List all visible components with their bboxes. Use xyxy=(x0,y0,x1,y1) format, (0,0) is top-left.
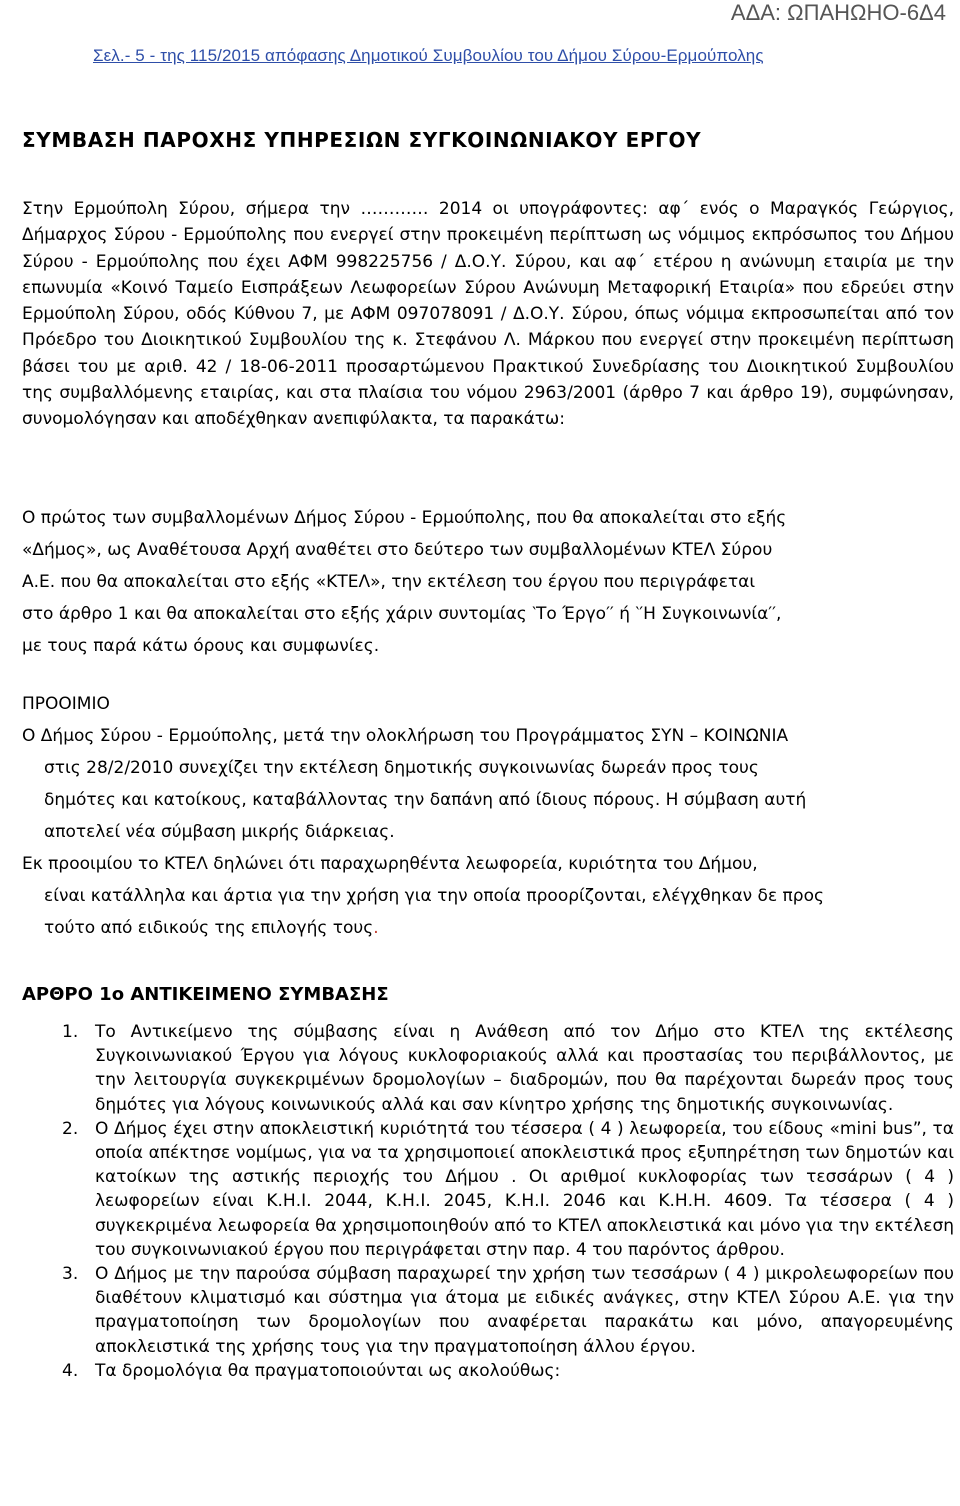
prooimio-line-2: στις 28/2/2010 συνεχίζει την εκτέλεση δημοτικής συγκοινωνίας δωρεάν προς τους xyxy=(44,758,759,778)
first-line-3: Α.Ε. που θα αποκαλείται στο εξής «ΚΤΕΛ», την εκτέλεση του έργου που περιγράφεται xyxy=(22,572,756,592)
first-party-paragraph xyxy=(22,502,954,662)
prooimio-line-1: Ο Δήμος Σύρου - Ερμούπολης, μετά την ολοκλήρωση του Προγράμματος ΣΥΝ – ΚΟΙΝΩΝΙΑ xyxy=(22,726,789,746)
prooimio-line-4: αποτελεί νέα σύμβαση μικρής διάρκειας. xyxy=(44,822,395,842)
first-line-1: Ο πρώτος των συμβαλλομένων Δήμος Σύρου - Ερμούπολης, που θα αποκαλείται στο εξής xyxy=(22,508,787,528)
first-line-5: με τους παρά κάτω όρους και συμφωνίες. xyxy=(22,636,380,656)
prooimio-section xyxy=(22,688,954,944)
intro-paragraph: Στην Ερμούπολη Σύρου, σήμερα την ………… 2014 οι υπογράφοντες: αφ΄ ενός ο Μαραγκός Γεώργιος, Δήμαρχος Σύρου - Ερμούπολης που ενεργεί στην προκειμένη περίπτωση ως νόμιμος εκπρόσωπος του Δήμου Σύρου - Ερμούπολης που έχει ΑΦΜ 998225756 / Δ.Ο.Υ. Σύρου, και αφ΄ ετέρου η ανώνυμη εταιρία με την επωνυμία «Κοινό Ταμείο Εισπράξεων Λεωφορείων Σύρου Ανώνυμη Μεταφορική Εταιρία» που εδρεύει στην Ερμούπολη Σύρου, οδός Κύθνου 7, με ΑΦΜ 097078091 / Δ.Ο.Υ. Σύρου, όπως νόμιμα εκπροσωπείται από τον Πρόεδρο του Διοικητικού Συμβουλίου της κ. Στεφάνου Λ. Μάρκου που ενεργεί στην προκειμένη περίπτωση βάσει του με αριθ. 42 / 18-06-2011 προσαρτώμενου Πρακτικού Συνεδρίασης του Διοικητικού Συμβουλίου της συμβαλλόμενης εταιρίας, και στα πλαίσια του νόμου 2963/2001 (άρθρο 7 και άρθρο 19), συμφώνησαν, συνομολόγησαν και αποδέχθηκαν ανεπιφύλακτα, τα παρακάτω: xyxy=(22,199,954,430)
ada-code: ΑΔΑ: ΩΠΑΗΩΗΟ-6Δ4 xyxy=(730,0,946,25)
list-item xyxy=(56,1359,954,1383)
list-item-number: 1. xyxy=(62,1022,79,1042)
list-item-text: Τα δρομολόγια θα πραγματοποιούνται ως ακολούθως: xyxy=(95,1360,561,1381)
list-item-number: 4. xyxy=(62,1360,79,1381)
list-item xyxy=(56,1262,954,1359)
first-line-2: «Δήμος», ως Αναθέτουσα Αρχή αναθέτει στο δεύτερο των συμβαλλομένων ΚΤΕΛ Σύρου xyxy=(22,540,773,560)
list-item-text: Ο Δήμος με την παρούσα σύμβαση παραχωρεί την χρήση των τεσσάρων ( 4 ) μικρολεωφορείων που διαθέτουν κλιματισμό και σύστημα για άτομα με ειδικές ανάγκες, στην ΚΤΕΛ Σύρου Α.Ε. για την πραγματοποίηση των δρομολογίων που αναφέρεται παρακάτω και μόνο, απαγορευμένης αποκλειστικά της χρήσης τους για την πραγματοποίηση άλλου έργου. xyxy=(95,1264,954,1357)
list-item-number: 2. xyxy=(62,1118,79,1139)
prooimio-line-7-text: τούτο από ειδικούς της επιλογής τους xyxy=(44,918,374,938)
prooimio-line-6: είναι κατάλληλα και άρτια για την χρήση για την οποία προορίζονται, ελέγχθηκαν δε προς xyxy=(44,886,824,906)
list-item-text: Το Αντικείμενο της σύμβασης είναι η Ανάθεση από τον Δήμο στο ΚΤΕΛ της εκτέλεσης Συγκοινωνιακού Έργου για λόγους κυκλοφοριακούς αλλά και προστασίας του περιβάλλοντος, με την λειτουργία συγκεκριμένων δρομολογίων – διαδρομών, που θα παρέχονται δωρεάν προς τους δημότες για λόγους κοινωνικούς αλλά και σαν κίνητρο χρήσης της δημοτικής συγκοινωνίας. xyxy=(95,1022,954,1115)
list-item-text: Ο Δήμος έχει στην αποκλειστική κυριότητά του τέσσερα ( 4 ) λεωφορεία, του είδους «mini bus”, τα οποία απέκτησε νομίμως, για να τα χρησιμοποιεί αποκλειστικά προς εξυπηρέτηση των δημοτών και κατοίκων της αστικής περιοχής του Δήμου . Οι αριθμοί κυκλοφορίας των τεσσάρων ( 4 ) λεωφορείων είναι Κ.Η.Ι. 2044, Κ.Η.Ι. 2045, Κ.Η.Ι. 2046 και Κ.Η.Η. 4609. Τα τέσσερα ( 4 ) συγκεκριμένα λεωφορεία θα χρησιμοποιηθούν από το ΚΤΕΛ αποκλειστικά και μόνο για την εκτέλεση του συγκοινωνιακού έργου που περιγράφεται στην παρ. 4 του παρόντος άρθρου. xyxy=(95,1118,954,1260)
prooimio-line-7 xyxy=(22,912,954,944)
document-title: ΣΥΜΒΑΣΗ ΠΑΡΟΧΗΣ ΥΠΗΡΕΣΙΩΝ ΣΥΓΚΟΙΝΩΝΙΑΚΟΥ ΕΡΓΟΥ xyxy=(22,128,702,152)
list-item xyxy=(56,1117,954,1262)
prooimio-line-5: Εκ προοιμίου το ΚΤΕΛ δηλώνει ότι παραχωρηθέντα λεωφορεία, κυριότητα του Δήμου, xyxy=(22,854,758,874)
list-item xyxy=(56,1020,954,1117)
prooimio-line-7-period: . xyxy=(373,918,379,938)
article-1-heading: ΑΡΘΡΟ 1ο ΑΝΤΙΚΕΙΜΕΝΟ ΣΥΜΒΑΣΗΣ xyxy=(22,984,389,1005)
article-1-list xyxy=(56,1020,954,1383)
first-line-4: στο άρθρο 1 και θα αποκαλείται στο εξής χάριν συντομίας ‵Το Έργο′′ ή ‵′Η Συγκοινωνία′′, xyxy=(22,604,782,624)
page-header-link[interactable]: Σελ.- 5 - της 115/2015 απόφασης Δημοτικού Συμβουλίου του Δήμου Σύρου-Ερμούπολης xyxy=(93,46,764,65)
prooimio-heading: ΠΡΟΟΙΜΙΟ xyxy=(22,694,110,714)
prooimio-line-3: δημότες και κατοίκους, καταβάλλοντας την δαπάνη από ίδιους πόρους. Η σύμβαση αυτή xyxy=(44,790,807,810)
list-item-number: 3. xyxy=(62,1264,79,1285)
